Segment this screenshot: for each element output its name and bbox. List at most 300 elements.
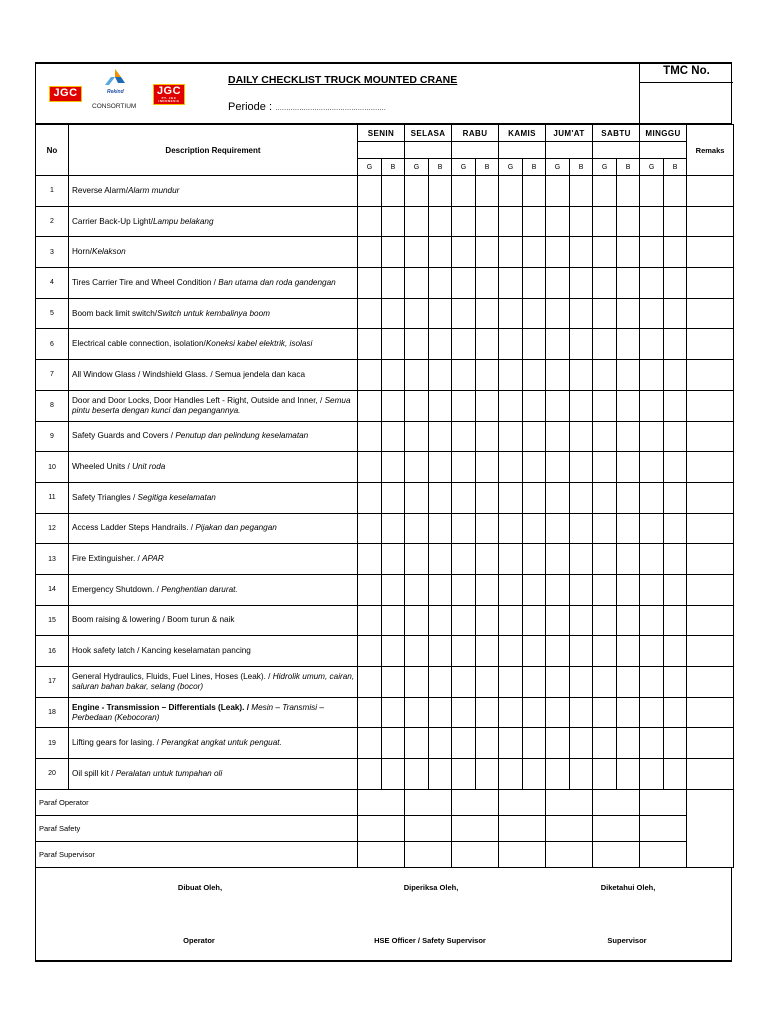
bad-check-cell[interactable]: [429, 360, 452, 391]
bad-check-cell[interactable]: [429, 206, 452, 237]
good-check-cell[interactable]: [546, 544, 570, 575]
bad-check-cell[interactable]: [382, 605, 405, 636]
bad-check-cell[interactable]: [523, 513, 546, 544]
good-check-cell[interactable]: [640, 728, 664, 759]
good-check-cell[interactable]: [405, 544, 429, 575]
good-check-cell[interactable]: [640, 667, 664, 698]
signature-cell[interactable]: [640, 789, 687, 815]
remarks-cell[interactable]: [687, 605, 734, 636]
good-check-cell[interactable]: [358, 636, 382, 667]
bad-check-cell[interactable]: [429, 759, 452, 790]
remarks-cell[interactable]: [687, 360, 734, 391]
bad-check-cell[interactable]: [429, 574, 452, 605]
bad-check-cell[interactable]: [523, 390, 546, 421]
bad-check-cell[interactable]: [617, 268, 640, 299]
date-cell[interactable]: [499, 142, 546, 159]
good-check-cell[interactable]: [405, 298, 429, 329]
bad-check-cell[interactable]: [429, 482, 452, 513]
bad-check-cell[interactable]: [476, 482, 499, 513]
bad-check-cell[interactable]: [664, 176, 687, 207]
good-check-cell[interactable]: [546, 298, 570, 329]
bad-check-cell[interactable]: [570, 697, 593, 728]
good-check-cell[interactable]: [499, 421, 523, 452]
good-check-cell[interactable]: [405, 605, 429, 636]
good-check-cell[interactable]: [640, 544, 664, 575]
bad-check-cell[interactable]: [617, 390, 640, 421]
good-check-cell[interactable]: [405, 360, 429, 391]
remarks-cell[interactable]: [687, 544, 734, 575]
bad-check-cell[interactable]: [382, 452, 405, 483]
bad-check-cell[interactable]: [382, 329, 405, 360]
date-cell[interactable]: [452, 142, 499, 159]
good-check-cell[interactable]: [546, 728, 570, 759]
good-check-cell[interactable]: [593, 206, 617, 237]
bad-check-cell[interactable]: [429, 237, 452, 268]
bad-check-cell[interactable]: [570, 452, 593, 483]
bad-check-cell[interactable]: [382, 636, 405, 667]
bad-check-cell[interactable]: [664, 513, 687, 544]
bad-check-cell[interactable]: [429, 421, 452, 452]
bad-check-cell[interactable]: [570, 482, 593, 513]
signature-cell[interactable]: [593, 841, 640, 867]
good-check-cell[interactable]: [640, 421, 664, 452]
bad-check-cell[interactable]: [429, 544, 452, 575]
good-check-cell[interactable]: [499, 390, 523, 421]
good-check-cell[interactable]: [640, 237, 664, 268]
bad-check-cell[interactable]: [523, 421, 546, 452]
good-check-cell[interactable]: [452, 237, 476, 268]
good-check-cell[interactable]: [546, 237, 570, 268]
bad-check-cell[interactable]: [382, 206, 405, 237]
good-check-cell[interactable]: [358, 697, 382, 728]
bad-check-cell[interactable]: [617, 513, 640, 544]
remarks-cell[interactable]: [687, 390, 734, 421]
good-check-cell[interactable]: [640, 206, 664, 237]
bad-check-cell[interactable]: [664, 268, 687, 299]
signature-cell[interactable]: [546, 789, 593, 815]
signature-cell[interactable]: [499, 789, 546, 815]
bad-check-cell[interactable]: [429, 605, 452, 636]
good-check-cell[interactable]: [640, 482, 664, 513]
bad-check-cell[interactable]: [523, 268, 546, 299]
bad-check-cell[interactable]: [570, 667, 593, 698]
signature-cell[interactable]: [593, 815, 640, 841]
bad-check-cell[interactable]: [476, 298, 499, 329]
bad-check-cell[interactable]: [382, 268, 405, 299]
bad-check-cell[interactable]: [476, 329, 499, 360]
signature-cell[interactable]: [593, 789, 640, 815]
bad-check-cell[interactable]: [664, 360, 687, 391]
bad-check-cell[interactable]: [617, 697, 640, 728]
good-check-cell[interactable]: [499, 759, 523, 790]
good-check-cell[interactable]: [499, 237, 523, 268]
good-check-cell[interactable]: [405, 329, 429, 360]
good-check-cell[interactable]: [546, 636, 570, 667]
good-check-cell[interactable]: [358, 298, 382, 329]
good-check-cell[interactable]: [358, 452, 382, 483]
bad-check-cell[interactable]: [429, 452, 452, 483]
good-check-cell[interactable]: [546, 176, 570, 207]
date-cell[interactable]: [358, 142, 405, 159]
good-check-cell[interactable]: [593, 544, 617, 575]
bad-check-cell[interactable]: [523, 759, 546, 790]
bad-check-cell[interactable]: [664, 298, 687, 329]
bad-check-cell[interactable]: [617, 574, 640, 605]
good-check-cell[interactable]: [405, 206, 429, 237]
good-check-cell[interactable]: [452, 298, 476, 329]
good-check-cell[interactable]: [640, 329, 664, 360]
bad-check-cell[interactable]: [523, 728, 546, 759]
bad-check-cell[interactable]: [664, 636, 687, 667]
good-check-cell[interactable]: [546, 513, 570, 544]
remarks-cell[interactable]: [687, 697, 734, 728]
bad-check-cell[interactable]: [664, 482, 687, 513]
good-check-cell[interactable]: [499, 728, 523, 759]
bad-check-cell[interactable]: [570, 390, 593, 421]
bad-check-cell[interactable]: [476, 390, 499, 421]
bad-check-cell[interactable]: [570, 759, 593, 790]
bad-check-cell[interactable]: [617, 482, 640, 513]
good-check-cell[interactable]: [405, 636, 429, 667]
good-check-cell[interactable]: [452, 482, 476, 513]
bad-check-cell[interactable]: [617, 206, 640, 237]
good-check-cell[interactable]: [499, 574, 523, 605]
bad-check-cell[interactable]: [382, 298, 405, 329]
good-check-cell[interactable]: [640, 759, 664, 790]
bad-check-cell[interactable]: [476, 574, 499, 605]
good-check-cell[interactable]: [499, 482, 523, 513]
bad-check-cell[interactable]: [476, 667, 499, 698]
good-check-cell[interactable]: [405, 759, 429, 790]
bad-check-cell[interactable]: [382, 176, 405, 207]
bad-check-cell[interactable]: [617, 360, 640, 391]
good-check-cell[interactable]: [640, 605, 664, 636]
bad-check-cell[interactable]: [523, 237, 546, 268]
date-cell[interactable]: [640, 142, 687, 159]
remarks-cell[interactable]: [687, 237, 734, 268]
signature-cell[interactable]: [546, 815, 593, 841]
good-check-cell[interactable]: [358, 605, 382, 636]
bad-check-cell[interactable]: [429, 697, 452, 728]
bad-check-cell[interactable]: [523, 544, 546, 575]
signature-cell[interactable]: [452, 815, 499, 841]
good-check-cell[interactable]: [452, 176, 476, 207]
good-check-cell[interactable]: [593, 298, 617, 329]
remarks-cell[interactable]: [687, 298, 734, 329]
signature-cell[interactable]: [640, 815, 687, 841]
good-check-cell[interactable]: [405, 268, 429, 299]
good-check-cell[interactable]: [593, 360, 617, 391]
bad-check-cell[interactable]: [476, 421, 499, 452]
good-check-cell[interactable]: [405, 513, 429, 544]
remarks-cell[interactable]: [687, 667, 734, 698]
good-check-cell[interactable]: [452, 268, 476, 299]
bad-check-cell[interactable]: [382, 482, 405, 513]
bad-check-cell[interactable]: [664, 390, 687, 421]
signature-cell[interactable]: [499, 815, 546, 841]
signature-cell[interactable]: [546, 841, 593, 867]
bad-check-cell[interactable]: [570, 513, 593, 544]
bad-check-cell[interactable]: [476, 268, 499, 299]
bad-check-cell[interactable]: [664, 728, 687, 759]
good-check-cell[interactable]: [358, 574, 382, 605]
good-check-cell[interactable]: [452, 605, 476, 636]
bad-check-cell[interactable]: [429, 728, 452, 759]
good-check-cell[interactable]: [499, 513, 523, 544]
signature-cell[interactable]: [452, 789, 499, 815]
good-check-cell[interactable]: [593, 574, 617, 605]
bad-check-cell[interactable]: [523, 697, 546, 728]
bad-check-cell[interactable]: [570, 728, 593, 759]
bad-check-cell[interactable]: [570, 544, 593, 575]
bad-check-cell[interactable]: [570, 574, 593, 605]
bad-check-cell[interactable]: [570, 268, 593, 299]
good-check-cell[interactable]: [640, 513, 664, 544]
good-check-cell[interactable]: [546, 421, 570, 452]
remarks-cell[interactable]: [687, 329, 734, 360]
good-check-cell[interactable]: [640, 697, 664, 728]
good-check-cell[interactable]: [593, 513, 617, 544]
bad-check-cell[interactable]: [617, 421, 640, 452]
bad-check-cell[interactable]: [476, 513, 499, 544]
bad-check-cell[interactable]: [382, 728, 405, 759]
good-check-cell[interactable]: [593, 605, 617, 636]
good-check-cell[interactable]: [405, 574, 429, 605]
good-check-cell[interactable]: [593, 421, 617, 452]
good-check-cell[interactable]: [593, 176, 617, 207]
good-check-cell[interactable]: [546, 452, 570, 483]
bad-check-cell[interactable]: [570, 176, 593, 207]
good-check-cell[interactable]: [405, 728, 429, 759]
bad-check-cell[interactable]: [664, 237, 687, 268]
date-cell[interactable]: [546, 142, 593, 159]
bad-check-cell[interactable]: [476, 759, 499, 790]
bad-check-cell[interactable]: [523, 667, 546, 698]
bad-check-cell[interactable]: [476, 176, 499, 207]
good-check-cell[interactable]: [546, 605, 570, 636]
good-check-cell[interactable]: [499, 697, 523, 728]
bad-check-cell[interactable]: [382, 421, 405, 452]
bad-check-cell[interactable]: [382, 544, 405, 575]
signature-cell[interactable]: [640, 841, 687, 867]
good-check-cell[interactable]: [358, 513, 382, 544]
remarks-cell[interactable]: [687, 421, 734, 452]
good-check-cell[interactable]: [593, 759, 617, 790]
remarks-cell[interactable]: [687, 636, 734, 667]
bad-check-cell[interactable]: [664, 574, 687, 605]
good-check-cell[interactable]: [405, 452, 429, 483]
good-check-cell[interactable]: [452, 329, 476, 360]
good-check-cell[interactable]: [499, 360, 523, 391]
good-check-cell[interactable]: [546, 667, 570, 698]
bad-check-cell[interactable]: [570, 237, 593, 268]
bad-check-cell[interactable]: [429, 390, 452, 421]
good-check-cell[interactable]: [499, 605, 523, 636]
signature-cell[interactable]: [452, 841, 499, 867]
bad-check-cell[interactable]: [429, 667, 452, 698]
good-check-cell[interactable]: [593, 268, 617, 299]
good-check-cell[interactable]: [358, 329, 382, 360]
bad-check-cell[interactable]: [476, 360, 499, 391]
bad-check-cell[interactable]: [476, 605, 499, 636]
remarks-cell[interactable]: [687, 574, 734, 605]
good-check-cell[interactable]: [640, 360, 664, 391]
good-check-cell[interactable]: [546, 390, 570, 421]
bad-check-cell[interactable]: [664, 605, 687, 636]
bad-check-cell[interactable]: [570, 360, 593, 391]
good-check-cell[interactable]: [546, 697, 570, 728]
good-check-cell[interactable]: [358, 206, 382, 237]
good-check-cell[interactable]: [452, 574, 476, 605]
good-check-cell[interactable]: [640, 452, 664, 483]
good-check-cell[interactable]: [640, 390, 664, 421]
bad-check-cell[interactable]: [664, 452, 687, 483]
good-check-cell[interactable]: [358, 390, 382, 421]
bad-check-cell[interactable]: [523, 636, 546, 667]
good-check-cell[interactable]: [405, 421, 429, 452]
good-check-cell[interactable]: [593, 728, 617, 759]
good-check-cell[interactable]: [546, 268, 570, 299]
bad-check-cell[interactable]: [382, 759, 405, 790]
bad-check-cell[interactable]: [476, 544, 499, 575]
good-check-cell[interactable]: [499, 544, 523, 575]
good-check-cell[interactable]: [405, 697, 429, 728]
bad-check-cell[interactable]: [617, 237, 640, 268]
bad-check-cell[interactable]: [617, 728, 640, 759]
remarks-cell[interactable]: [687, 728, 734, 759]
bad-check-cell[interactable]: [429, 298, 452, 329]
remarks-cell[interactable]: [687, 268, 734, 299]
remarks-cell[interactable]: [687, 759, 734, 790]
good-check-cell[interactable]: [593, 390, 617, 421]
bad-check-cell[interactable]: [570, 206, 593, 237]
bad-check-cell[interactable]: [523, 176, 546, 207]
bad-check-cell[interactable]: [382, 513, 405, 544]
bad-check-cell[interactable]: [523, 482, 546, 513]
good-check-cell[interactable]: [358, 667, 382, 698]
bad-check-cell[interactable]: [664, 329, 687, 360]
bad-check-cell[interactable]: [429, 636, 452, 667]
bad-check-cell[interactable]: [523, 298, 546, 329]
good-check-cell[interactable]: [452, 452, 476, 483]
bad-check-cell[interactable]: [382, 574, 405, 605]
bad-check-cell[interactable]: [523, 452, 546, 483]
tmc-number-field[interactable]: [640, 82, 733, 125]
bad-check-cell[interactable]: [664, 759, 687, 790]
bad-check-cell[interactable]: [664, 206, 687, 237]
periode-field[interactable]: ……………………………………………: [275, 105, 386, 112]
good-check-cell[interactable]: [546, 574, 570, 605]
bad-check-cell[interactable]: [476, 206, 499, 237]
good-check-cell[interactable]: [452, 544, 476, 575]
good-check-cell[interactable]: [405, 176, 429, 207]
bad-check-cell[interactable]: [570, 421, 593, 452]
remarks-cell[interactable]: [687, 452, 734, 483]
bad-check-cell[interactable]: [523, 360, 546, 391]
good-check-cell[interactable]: [358, 268, 382, 299]
good-check-cell[interactable]: [405, 237, 429, 268]
bad-check-cell[interactable]: [476, 636, 499, 667]
good-check-cell[interactable]: [499, 452, 523, 483]
bad-check-cell[interactable]: [664, 544, 687, 575]
bad-check-cell[interactable]: [382, 237, 405, 268]
signature-cell[interactable]: [405, 841, 452, 867]
good-check-cell[interactable]: [546, 329, 570, 360]
bad-check-cell[interactable]: [476, 697, 499, 728]
bad-check-cell[interactable]: [664, 697, 687, 728]
good-check-cell[interactable]: [593, 636, 617, 667]
bad-check-cell[interactable]: [617, 329, 640, 360]
good-check-cell[interactable]: [452, 390, 476, 421]
good-check-cell[interactable]: [452, 759, 476, 790]
bad-check-cell[interactable]: [570, 298, 593, 329]
signature-cell[interactable]: [405, 789, 452, 815]
signature-cell[interactable]: [358, 815, 405, 841]
bad-check-cell[interactable]: [382, 390, 405, 421]
good-check-cell[interactable]: [358, 360, 382, 391]
remarks-cell[interactable]: [687, 176, 734, 207]
bad-check-cell[interactable]: [617, 176, 640, 207]
signature-remarks-cell[interactable]: [687, 789, 734, 867]
good-check-cell[interactable]: [405, 390, 429, 421]
bad-check-cell[interactable]: [617, 298, 640, 329]
signature-cell[interactable]: [358, 841, 405, 867]
bad-check-cell[interactable]: [570, 605, 593, 636]
bad-check-cell[interactable]: [523, 329, 546, 360]
date-cell[interactable]: [593, 142, 640, 159]
signature-cell[interactable]: [405, 815, 452, 841]
remarks-cell[interactable]: [687, 482, 734, 513]
bad-check-cell[interactable]: [617, 759, 640, 790]
bad-check-cell[interactable]: [523, 574, 546, 605]
good-check-cell[interactable]: [452, 667, 476, 698]
good-check-cell[interactable]: [640, 268, 664, 299]
good-check-cell[interactable]: [499, 667, 523, 698]
good-check-cell[interactable]: [452, 513, 476, 544]
bad-check-cell[interactable]: [382, 697, 405, 728]
good-check-cell[interactable]: [593, 697, 617, 728]
good-check-cell[interactable]: [358, 544, 382, 575]
good-check-cell[interactable]: [593, 667, 617, 698]
bad-check-cell[interactable]: [617, 452, 640, 483]
good-check-cell[interactable]: [452, 636, 476, 667]
good-check-cell[interactable]: [593, 329, 617, 360]
good-check-cell[interactable]: [499, 636, 523, 667]
remarks-cell[interactable]: [687, 513, 734, 544]
signature-cell[interactable]: [499, 841, 546, 867]
good-check-cell[interactable]: [358, 759, 382, 790]
good-check-cell[interactable]: [499, 206, 523, 237]
good-check-cell[interactable]: [640, 636, 664, 667]
bad-check-cell[interactable]: [429, 513, 452, 544]
bad-check-cell[interactable]: [429, 329, 452, 360]
good-check-cell[interactable]: [546, 482, 570, 513]
good-check-cell[interactable]: [358, 421, 382, 452]
good-check-cell[interactable]: [640, 176, 664, 207]
bad-check-cell[interactable]: [476, 237, 499, 268]
date-cell[interactable]: [405, 142, 452, 159]
bad-check-cell[interactable]: [476, 728, 499, 759]
good-check-cell[interactable]: [358, 728, 382, 759]
remarks-cell[interactable]: [687, 206, 734, 237]
good-check-cell[interactable]: [358, 482, 382, 513]
good-check-cell[interactable]: [405, 667, 429, 698]
good-check-cell[interactable]: [593, 237, 617, 268]
bad-check-cell[interactable]: [523, 605, 546, 636]
signature-cell[interactable]: [358, 789, 405, 815]
bad-check-cell[interactable]: [429, 268, 452, 299]
good-check-cell[interactable]: [546, 759, 570, 790]
